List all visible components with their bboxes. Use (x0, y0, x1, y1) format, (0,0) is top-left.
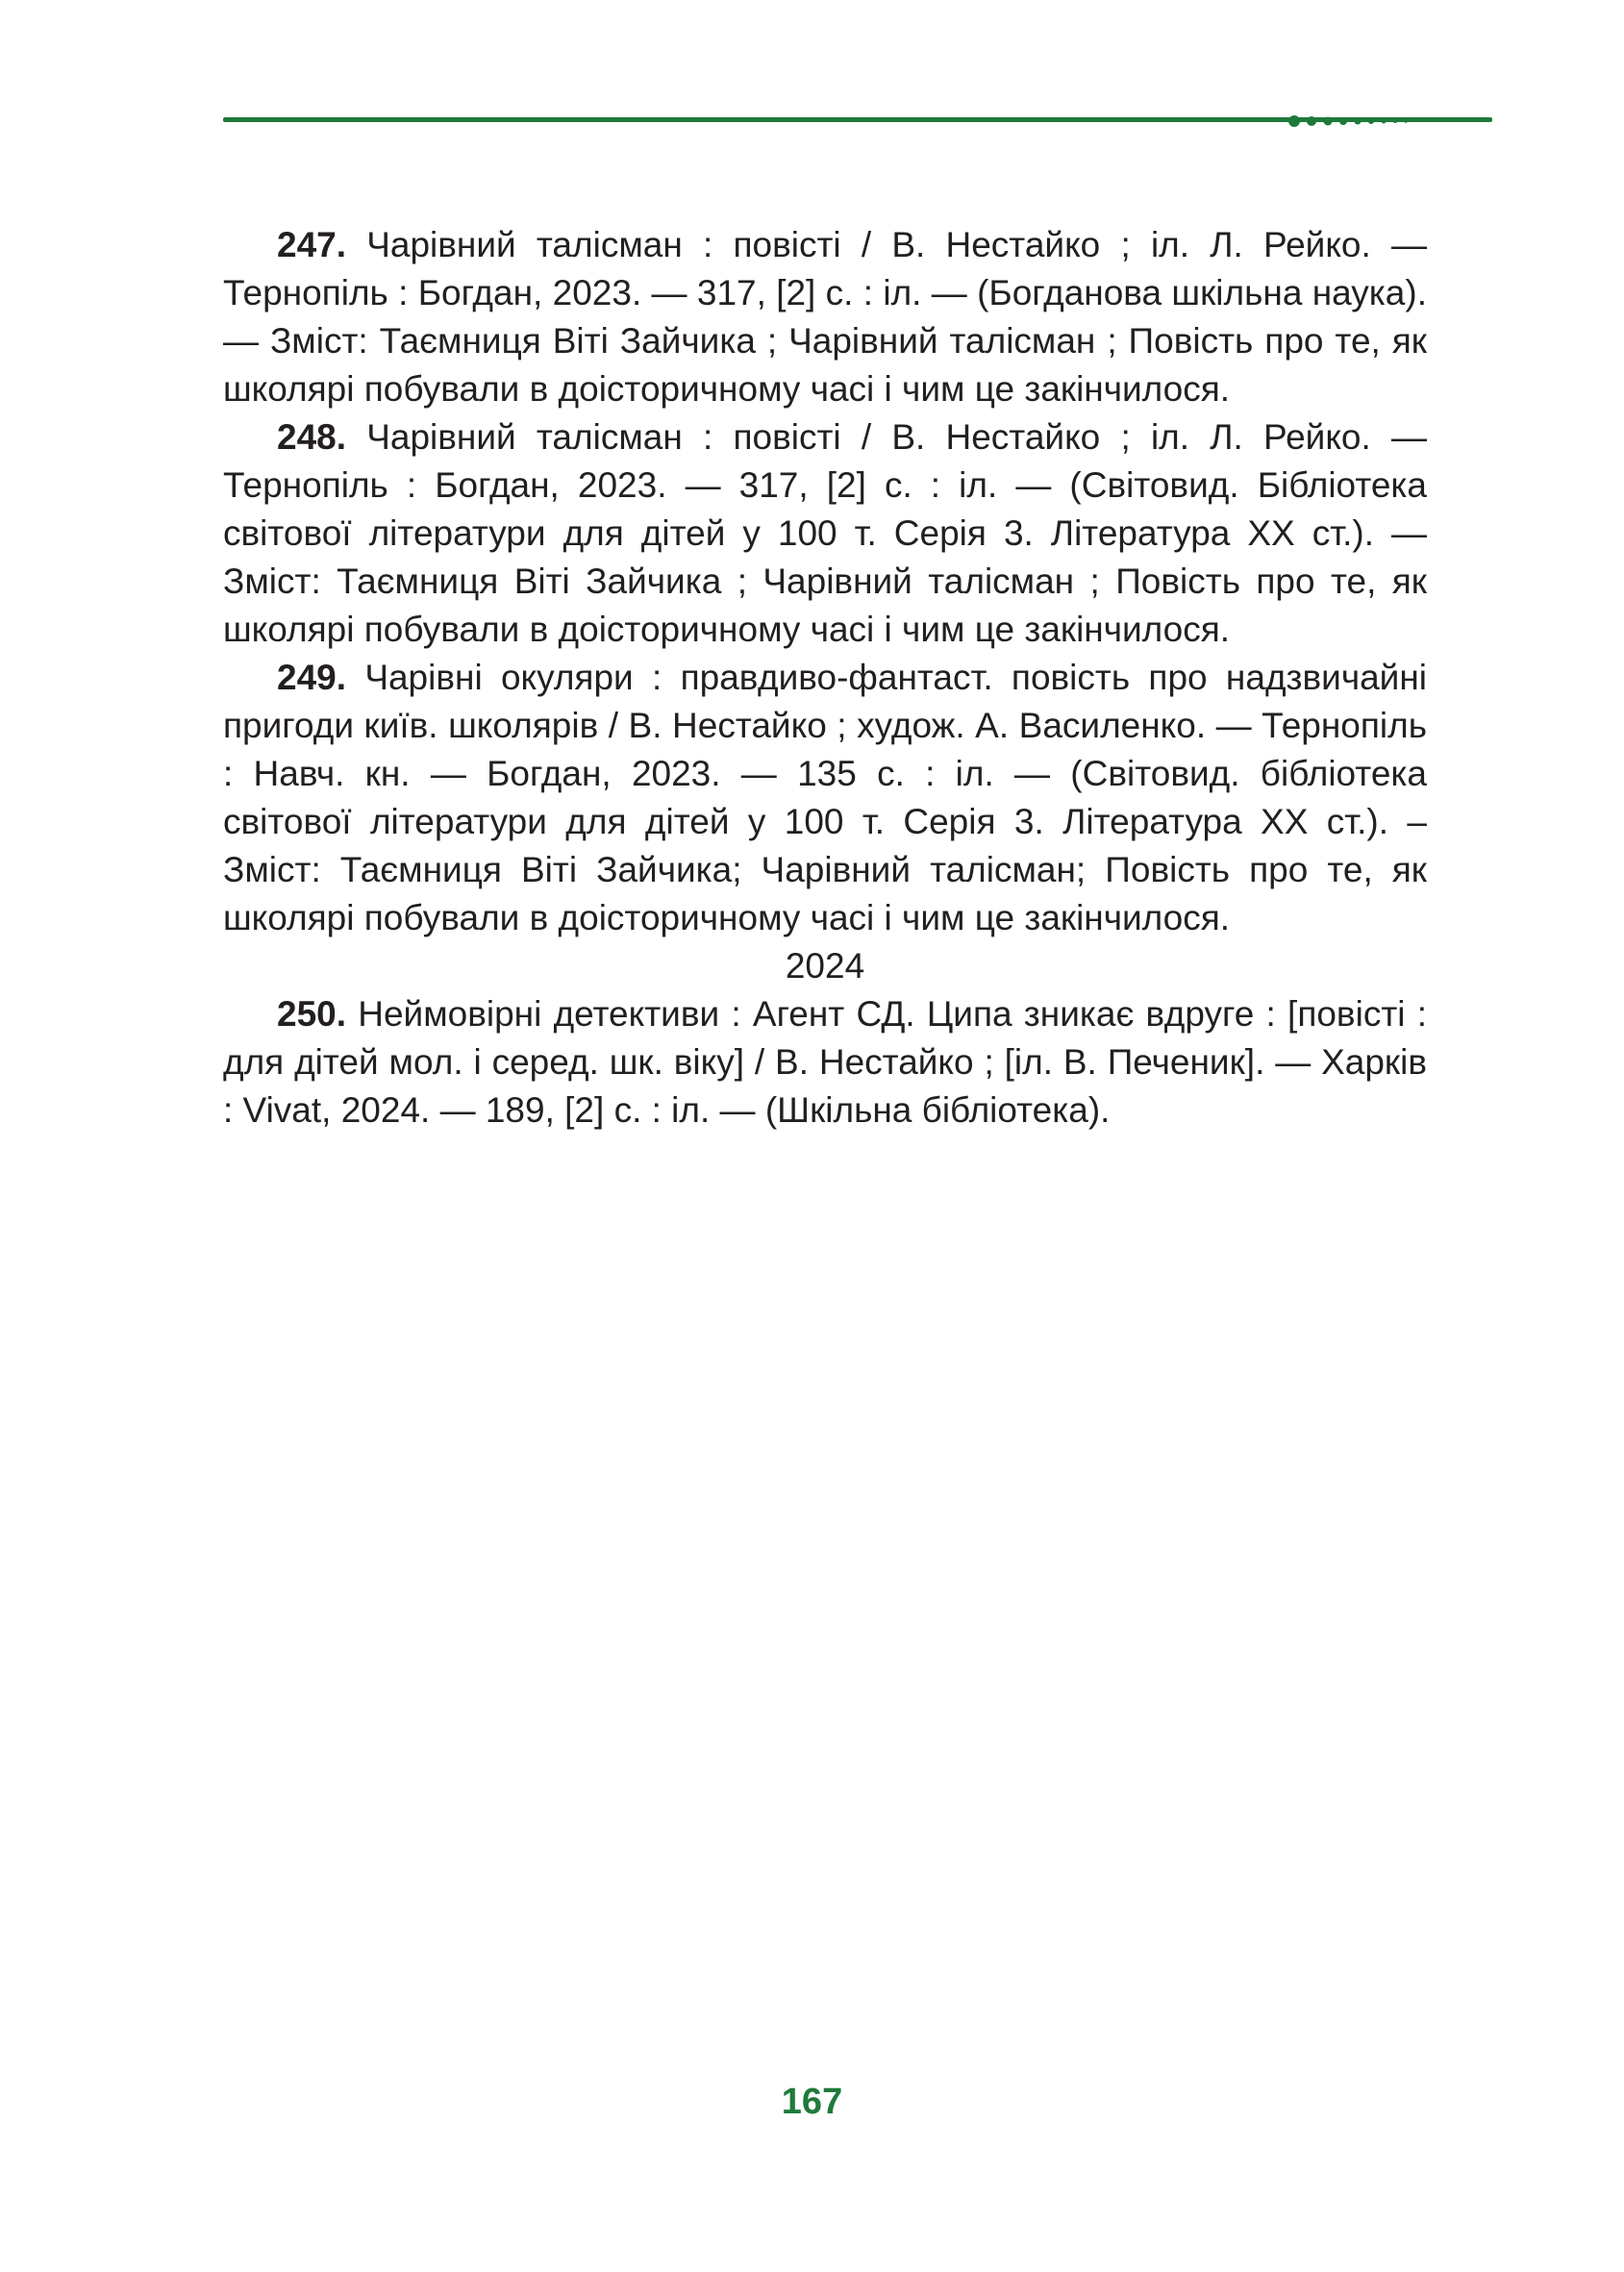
entry-text: Чарівний талісман : повісті / В. Нестайко ; іл. Л. Рейко. — Тернопіль : Богдан, 2023. — 317, [2] с. : іл. — (Світовид. Бібліотека світової літератури для дітей у 100 т. Серія 3. Література ХХ ст.). — Зміст: Таємниця Віті Зайчика ; Чарівний талісман ; Повість про те, як школярі побували в доісторичному часі і чим це закінчилося. (223, 417, 1427, 649)
entry-text: Чарівний талісман : повісті / В. Нестайко ; іл. Л. Рейко. — Тернопіль : Богдан, 2023. — 317, [2] с. : іл. — (Богданова шкільна наука). — Зміст: Таємниця Віті Зайчика ; Чарівний талісман ; Повість про те, як школярі побували в доісторичному часі і чим це закінчилося. (223, 225, 1427, 409)
entry-number: 249. (277, 658, 347, 697)
entry-text: Неймовірні детективи : Агент СД. Ципа зникає вдруге : [повісті : для дітей мол. і серед. шк. віку] / В. Нестайко ; [іл. В. Печеник]. — Харків : Vivat, 2024. — 189, [2] с. : іл. — (Шкільна бібліотека). (223, 994, 1427, 1130)
bibliography-entry-250 (223, 990, 1427, 1135)
page-number: 167 (781, 2082, 843, 2122)
bibliography-entry-247 (223, 221, 1427, 413)
bibliography-entry-249 (223, 654, 1427, 942)
entry-number: 248. (277, 417, 347, 457)
year-heading: 2024 (785, 946, 865, 986)
entry-number: 250. (277, 994, 347, 1034)
entry-text: Чарівні окуляри : правдиво-фантаст. повість про надзвичайні пригоди київ. школярів / В. Нестайко ; худож. А. Василенко. — Тернопіль : Навч. кн. — Богдан, 2023. — 135 с. : іл. — (Світовид. бібліотека світової літератури для дітей у 100 т. Серія 3. Література ХХ ст.). – Зміст: Таємниця Віті Зайчика; Чарівний талісман; Повість про те, як школярі побували в доісторичному часі і чим це закінчилося. (223, 658, 1427, 937)
bibliography-list (223, 221, 1427, 1135)
bibliography-entry-248 (223, 413, 1427, 654)
entry-number: 247. (277, 225, 347, 264)
header-dots-ornament (1288, 112, 1423, 131)
